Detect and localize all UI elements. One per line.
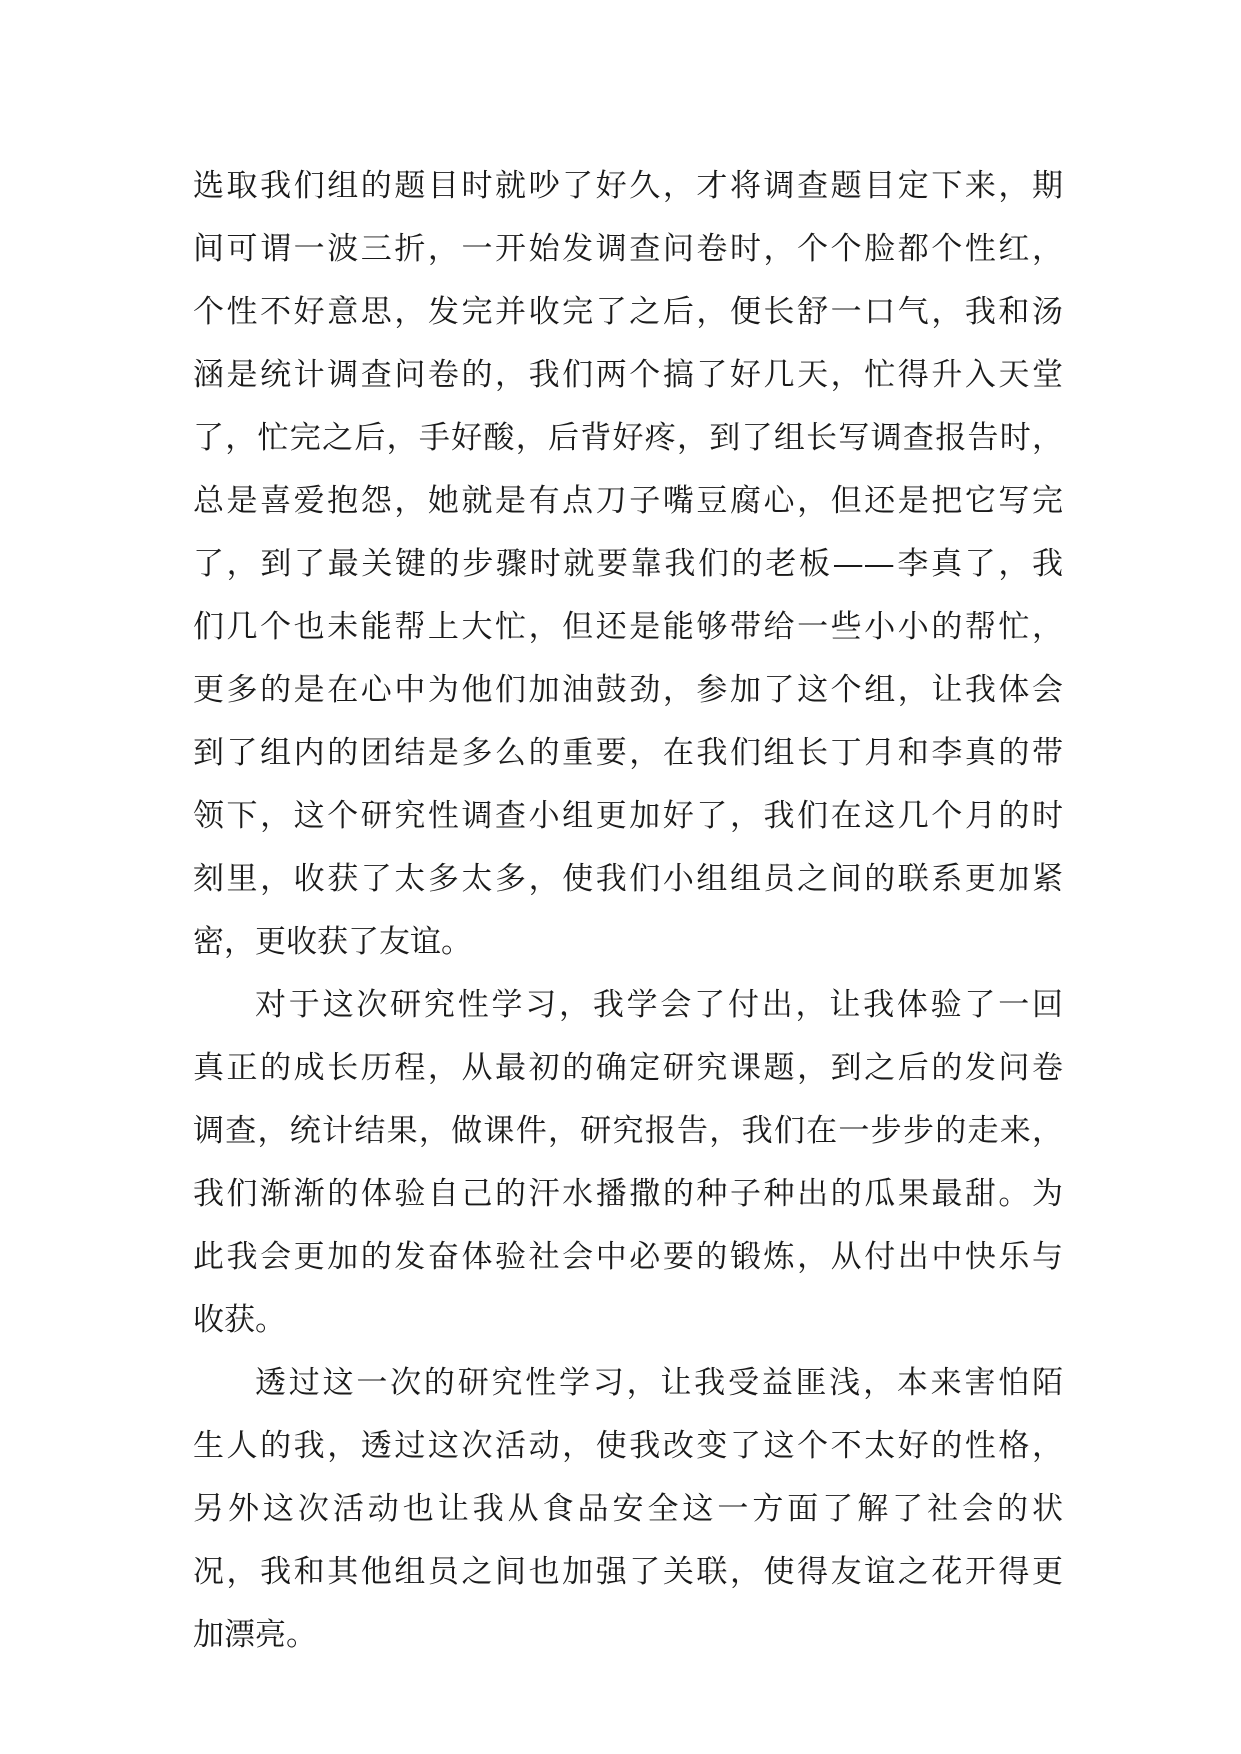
text-line: 真正的成长历程，从最初的确定研究课题，到之后的发问卷 [193, 1050, 1063, 1086]
document-body [193, 155, 1063, 1667]
text-line: 选取我们组的题目时就吵了好久，才将调查题目定下来，期 [193, 168, 1063, 204]
text-line: 加漂亮。 [193, 1617, 317, 1653]
text-line: 对于这次研究性学习，我学会了付出，让我体验了一回 [255, 987, 1063, 1023]
paragraph-1 [193, 155, 1063, 974]
text-line: 刻里，收获了太多太多，使我们小组组员之间的联系更加紧 [193, 861, 1063, 897]
text-line: 我们渐渐的体验自己的汗水播撒的种子种出的瓜果最甜。为 [193, 1176, 1063, 1212]
text-line: 了，到了最关键的步骤时就要靠我们的老板——李真了，我 [193, 546, 1063, 582]
text-line: 收获。 [193, 1302, 286, 1338]
text-line: 涵是统计调查问卷的，我们两个搞了好几天，忙得升入天堂 [193, 357, 1063, 393]
text-line: 领下，这个研究性调查小组更加好了，我们在这几个月的时 [193, 798, 1063, 834]
text-line: 此我会更加的发奋体验社会中必要的锻炼，从付出中快乐与 [193, 1239, 1063, 1275]
text-line: 密，更收获了友谊。 [193, 924, 472, 960]
text-line: 透过这一次的研究性学习，让我受益匪浅，本来害怕陌 [255, 1365, 1063, 1401]
text-line: 个性不好意思，发完并收完了之后，便长舒一口气，我和汤 [193, 294, 1063, 330]
text-line: 另外这次活动也让我从食品安全这一方面了解了社会的状 [193, 1491, 1063, 1527]
text-line: 到了组内的团结是多么的重要，在我们组长丁月和李真的带 [193, 735, 1063, 771]
text-line: 们几个也未能帮上大忙，但还是能够带给一些小小的帮忙， [193, 609, 1063, 645]
text-line: 总是喜爱抱怨，她就是有点刀子嘴豆腐心，但还是把它写完 [193, 483, 1063, 519]
paragraph-3 [193, 1352, 1063, 1667]
text-line: 更多的是在心中为他们加油鼓劲，参加了这个组，让我体会 [193, 672, 1063, 708]
paragraph-2 [193, 974, 1063, 1352]
text-line: 了，忙完之后，手好酸，后背好疼，到了组长写调查报告时， [193, 420, 1063, 456]
text-line: 况，我和其他组员之间也加强了关联，使得友谊之花开得更 [193, 1554, 1063, 1590]
text-line: 间可谓一波三折，一开始发调查问卷时，个个脸都个性红， [193, 231, 1063, 267]
text-line: 生人的我，透过这次活动，使我改变了这个不太好的性格， [193, 1428, 1063, 1464]
text-line: 调查，统计结果，做课件，研究报告，我们在一步步的走来， [193, 1113, 1063, 1149]
